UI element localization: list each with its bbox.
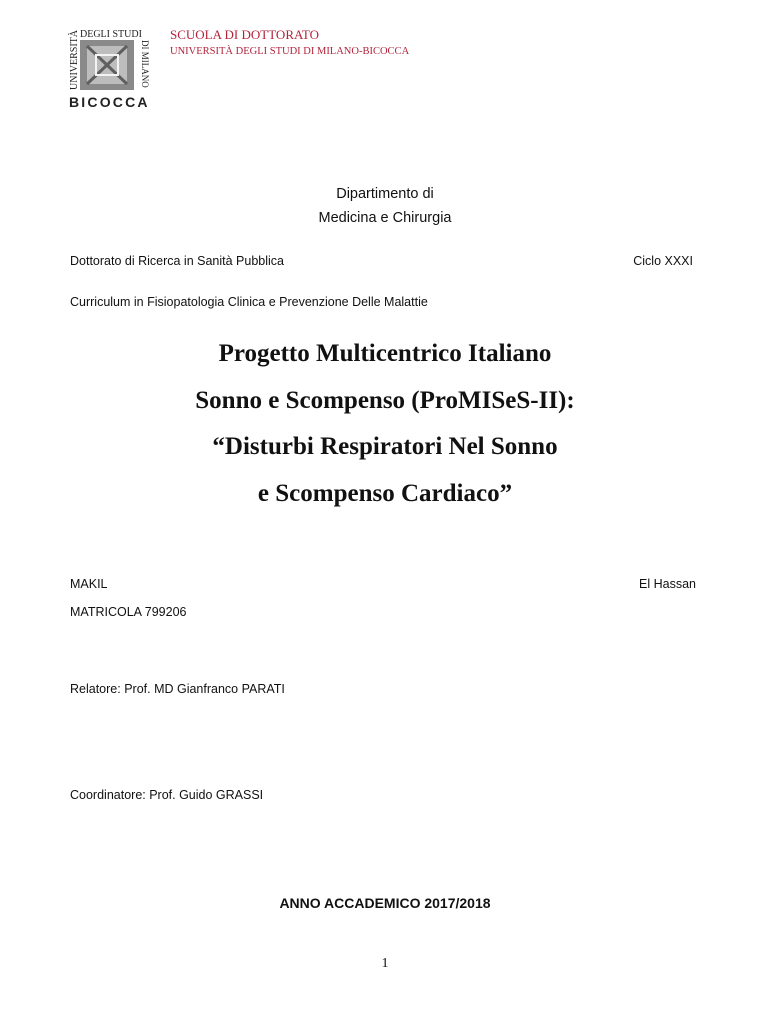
logo-right-vertical: DI MILANO [140, 40, 150, 88]
university-logo [66, 26, 152, 110]
coordinatore: Coordinatore: Prof. Guido GRASSI [70, 788, 264, 802]
doctorate-name: Dottorato di Ricerca in Sanità Pubblica [70, 254, 285, 268]
student-surname: MAKIL [70, 577, 108, 591]
page-number: 1 [381, 956, 389, 971]
relatore: Relatore: Prof. MD Gianfranco PARATI [70, 682, 285, 696]
student-name: El Hassan [639, 577, 696, 591]
thesis-title-line-1: Progetto Multicentrico Italiano [218, 340, 552, 367]
logo-bottom-text: BICOCCA [69, 94, 150, 110]
thesis-title-line-3: “Disturbi Respiratori Nel Sonno [212, 433, 558, 460]
school-title: SCUOLA DI DOTTORATO [170, 27, 320, 42]
department-line-1: Dipartimento di [336, 186, 434, 202]
curriculum: Curriculum in Fisiopatologia Clinica e Prevenzione Delle Malattie [70, 295, 428, 309]
thesis-title-line-2: Sonno e Scompenso (ProMISeS-II): [195, 387, 575, 414]
academic-year: ANNO ACCADEMICO 2017/2018 [279, 895, 491, 911]
student-matricola: MATRICOLA 799206 [70, 605, 187, 619]
logo-top-text: DEGLI STUDI [80, 29, 142, 40]
cycle: Ciclo XXXI [633, 254, 693, 268]
school-subtitle: UNIVERSITÀ DEGLI STUDI DI MILANO-BICOCCA [170, 46, 410, 57]
thesis-title-line-4: e Scompenso Cardiaco” [257, 480, 513, 507]
logo-left-vertical: UNIVERSITÀ [69, 30, 80, 90]
department-line-2: Medicina e Chirurgia [318, 210, 452, 226]
